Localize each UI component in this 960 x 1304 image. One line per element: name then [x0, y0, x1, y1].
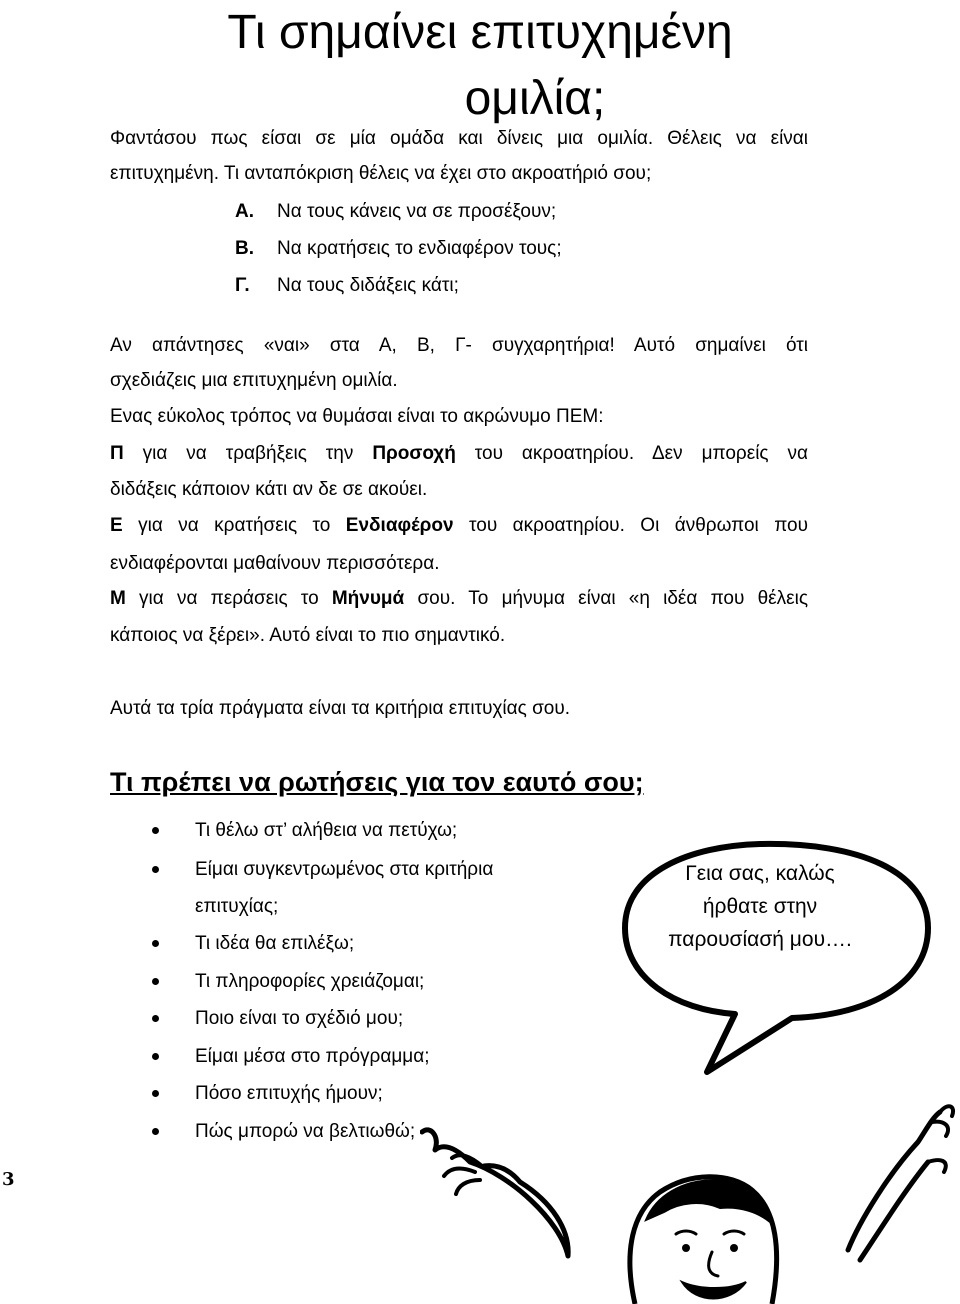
question-c	[235, 267, 459, 304]
bullet-dot	[152, 940, 159, 947]
bullet-dot	[152, 978, 159, 985]
answer-line-1: Αν απάντησες «ναι» στα Α, Β, Γ- συγχαρητήρια! Αυτό σημαίνει ότι	[110, 335, 808, 356]
speech-bubble-line-1: Γεια σας, καλώς	[685, 862, 835, 885]
question-a-marker: Α.	[235, 201, 254, 222]
bullet-dot	[152, 866, 159, 873]
acronym-m-pre: για να περάσεις το	[139, 588, 319, 609]
acronym-p-letter: Π	[110, 443, 124, 464]
acronym-m-letter: Μ	[110, 588, 126, 609]
bullet-dot	[152, 1015, 159, 1022]
intro-line-1: Φαντάσου πως είσαι σε μία ομάδα και δίνεις μια ομιλία. Θέλεις να είναι	[110, 128, 808, 149]
acronym-p-pre: για να τραβήξεις την	[142, 443, 354, 464]
checklist-item-4: Τι πληροφορίες χρειάζομαι;	[195, 971, 425, 992]
page-number: 3	[2, 1169, 15, 1190]
question-b-text: Να κρατήσεις το ενδιαφέρον τους;	[277, 238, 562, 259]
bullet-dot	[152, 1090, 159, 1097]
checklist-item-1: Τι θέλω στ’ αλήθεια να πετύχω;	[195, 820, 458, 841]
checklist-item-3: Τι ιδέα θα επιλέξω;	[195, 933, 355, 954]
left-hand	[444, 1155, 482, 1194]
title-line-2: ομιλία;	[464, 72, 606, 125]
acronym-e-line-1	[110, 507, 808, 544]
acronym-m-post: σου. Το μήνυμα είναι «η ιδέα που θέλεις	[417, 588, 808, 609]
speech-bubble-line-3: παρουσίασή μου….	[668, 928, 852, 951]
checklist-item-6: Είμαι μέσα στο πρόγραμμα;	[195, 1046, 430, 1067]
checklist-item-8: Πώς μπορώ να βελτιωθώ;	[195, 1121, 416, 1142]
acronym-p-line-2: διδάξεις κάποιον κάτι αν δε σε ακούει.	[110, 479, 428, 500]
acronym-e-line-2: ενδιαφέρονται μαθαίνουν περισσότερα.	[110, 553, 440, 574]
eye-left	[682, 1244, 690, 1252]
acronym-p-line-1	[110, 435, 808, 472]
question-b	[235, 230, 562, 267]
section-heading: Τι πρέπει να ρωτήσεις για τον εαυτό σου;	[110, 767, 644, 797]
question-c-text: Να τους διδάξεις κάτι;	[277, 275, 459, 296]
question-a-text: Να τους κάνεις να σε προσέξουν;	[277, 201, 557, 222]
acronym-p-post: του ακροατηρίου. Δεν μπορείς να	[474, 443, 809, 464]
acronym-e-keyword: Ενδιαφέρον	[345, 515, 454, 536]
intro-line-2: επιτυχημένη. Τι ανταπόκριση θέλεις να έχει στο ακροατήριό σου;	[110, 163, 652, 184]
page-title	[0, 0, 960, 132]
checklist-item-2: Είμαι συγκεντρωμένος στα κριτήρια	[195, 859, 494, 880]
eye-right	[730, 1244, 738, 1252]
acronym-m-line-1	[110, 580, 808, 617]
checklist-item-2-cont: επιτυχίας;	[195, 896, 279, 917]
speech-bubble-text	[640, 857, 880, 956]
answer-line-2: σχεδιάζεις μια επιτυχημένη ομιλία.	[110, 370, 398, 391]
bullet-dot	[152, 1053, 159, 1060]
acronym-m-line-2: κάποιος να ξέρει». Αυτό είναι το πιο σημαντικό.	[110, 625, 506, 646]
bullet-dot	[152, 827, 159, 834]
title-line-1: Τι σημαίνει επιτυχημένη	[227, 6, 733, 59]
acronym-m-keyword: Μήνυμά	[331, 588, 405, 609]
acronym-p-keyword: Προσοχή	[372, 443, 456, 464]
question-b-marker: Β.	[235, 238, 254, 259]
question-a	[235, 193, 556, 230]
acronym-intro: Ενας εύκολος τρόπος να θυμάσαι είναι το ακρώνυμο ΠΕΜ:	[110, 406, 604, 427]
left-arm	[422, 1130, 568, 1256]
acronym-e-post: του ακροατηρίου. Οι άνθρωποι που	[469, 515, 809, 536]
checklist-item-7: Πόσο επιτυχής ήμουν;	[195, 1083, 383, 1104]
summary: Αυτά τα τρία πράγματα είναι τα κριτήρια επιτυχίας σου.	[110, 698, 571, 719]
right-arm	[848, 1112, 940, 1260]
checklist-item-5: Ποιο είναι το σχέδιό μου;	[195, 1008, 404, 1029]
bullet-dot	[152, 1128, 159, 1135]
question-c-marker: Γ.	[235, 275, 250, 296]
acronym-e-letter: Ε	[110, 515, 123, 536]
right-hand	[928, 1106, 953, 1172]
speech-bubble-line-2: ήρθατε στην	[702, 895, 818, 918]
acronym-e-pre: για να κρατήσεις το	[138, 515, 331, 536]
